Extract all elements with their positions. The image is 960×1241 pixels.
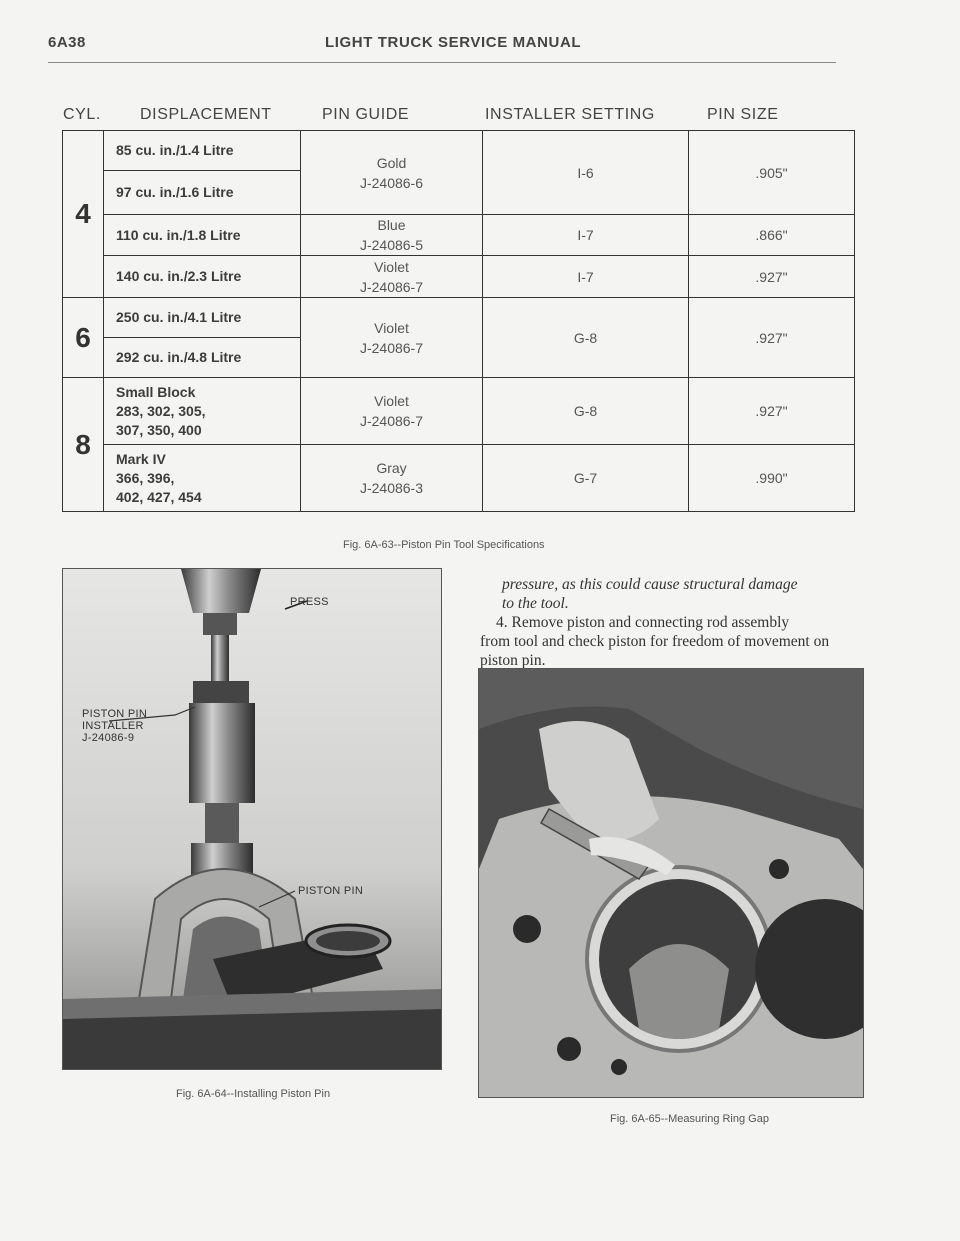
manual-title: LIGHT TRUCK SERVICE MANUAL (325, 34, 582, 51)
displacement-text: 292 cu. in./4.8 Litre (116, 349, 242, 365)
displacement-cell (104, 215, 301, 256)
displacement-cell (104, 171, 301, 215)
displacement-cell (104, 131, 301, 171)
table-row (63, 256, 855, 298)
ring-gap-measurement-illustration (479, 669, 863, 1097)
pin-guide-color: Violet (374, 258, 409, 275)
installer-setting-cell: I-7 (483, 256, 689, 298)
installer-setting-cell: G-7 (483, 445, 689, 512)
pin-guide-cell (301, 378, 483, 445)
piston-pin-tool-spec-table (62, 130, 855, 512)
paragraph-line: 4. Remove piston and connecting rod assembly (496, 614, 790, 631)
pin-guide-part: J-24086-5 (359, 237, 424, 253)
pin-guide-color: Blue (377, 217, 406, 233)
fig-63-caption: Fig. 6A-63--Piston Pin Tool Specifications (343, 539, 545, 551)
pin-size-cell: .866" (689, 215, 855, 256)
label-press: PRESS (290, 596, 329, 608)
pin-guide-part: J-24086-7 (359, 413, 424, 429)
pin-guide-color: Violet (374, 393, 409, 409)
pin-size-cell: .927" (689, 256, 855, 298)
pin-guide-color: Gold (376, 154, 407, 171)
header-rule (48, 62, 836, 63)
table-row (63, 298, 855, 338)
displacement-text: Mark IV (116, 450, 166, 467)
cyl-cell-6: 6 (63, 298, 104, 378)
pin-guide-color: Violet (374, 319, 409, 336)
pin-size-cell: .905" (689, 131, 855, 215)
pin-guide-cell (301, 215, 483, 256)
pin-guide-cell (301, 131, 483, 215)
displacement-cell (104, 338, 301, 378)
pin-size-cell: .927" (689, 298, 855, 378)
piston-press-illustration (63, 569, 441, 1069)
pin-guide-cell (301, 445, 483, 512)
displacement-text: 85 cu. in./1.4 Litre (116, 142, 234, 158)
col-header-pin-size: PIN SIZE (707, 106, 779, 123)
pin-guide-part: J-24086-3 (359, 480, 424, 496)
installer-setting-cell: I-6 (483, 131, 689, 215)
pin-size-cell: .927" (689, 378, 855, 445)
col-header-displacement: DISPLACEMENT (140, 106, 272, 123)
cyl-cell-4: 4 (63, 131, 104, 298)
pin-guide-cell (301, 298, 483, 378)
paragraph-italic-line: to the tool. (502, 595, 569, 612)
label-installer-line: PISTON PIN (82, 708, 148, 720)
pin-size-cell: .990" (689, 445, 855, 512)
paragraph-line: from tool and check piston for freedom of movement on (480, 633, 830, 650)
pin-guide-cell (301, 256, 483, 298)
pin-guide-part: J-24086-7 (359, 339, 424, 356)
fig-64-caption: Fig. 6A-64--Installing Piston Pin (176, 1088, 331, 1100)
displacement-text: 402, 427, 454 (116, 488, 202, 505)
displacement-text: Small Block (116, 383, 196, 400)
label-piston-pin-installer (82, 708, 147, 744)
cyl-cell-8: 8 (63, 378, 104, 512)
paragraph-italic-line: pressure, as this could cause structural damage (502, 576, 798, 593)
fig-64-photo (62, 568, 442, 1070)
displacement-text: 307, 350, 400 (116, 421, 202, 438)
col-header-installer-setting: INSTALLER SETTING (485, 106, 655, 123)
displacement-text: 366, 396, (116, 469, 175, 486)
page-number: 6A38 (48, 34, 86, 51)
displacement-cell (104, 256, 301, 298)
displacement-text: 140 cu. in./2.3 Litre (116, 268, 242, 284)
pin-guide-part: J-24086-7 (359, 278, 424, 295)
col-header-pin-guide: PIN GUIDE (322, 106, 410, 123)
displacement-cell (104, 445, 301, 512)
installer-setting-cell: G-8 (483, 298, 689, 378)
label-installer-line: INSTALLER (82, 720, 144, 732)
displacement-text: 110 cu. in./1.8 Litre (116, 226, 241, 243)
installer-setting-cell: I-7 (483, 215, 689, 256)
installer-setting-cell: G-8 (483, 378, 689, 445)
table-row (63, 378, 855, 445)
table-row (63, 445, 855, 512)
pin-guide-part: J-24086-6 (359, 174, 424, 191)
pin-guide-color: Gray (376, 460, 407, 476)
displacement-text: 283, 302, 305, (116, 402, 206, 419)
table-row (63, 215, 855, 256)
fig-65-caption: Fig. 6A-65--Measuring Ring Gap (610, 1113, 769, 1125)
col-header-cyl: CYL. (63, 106, 101, 123)
fig-65-photo (478, 668, 864, 1098)
table-row (63, 131, 855, 171)
displacement-text: 97 cu. in./1.6 Litre (116, 184, 234, 200)
label-piston-pin: PISTON PIN (298, 885, 364, 897)
label-installer-line: J-24086-9 (82, 732, 135, 744)
paragraph-line: piston pin. (480, 652, 546, 669)
displacement-text: 250 cu. in./4.1 Litre (116, 309, 242, 325)
displacement-cell (104, 378, 301, 445)
displacement-cell (104, 298, 301, 338)
